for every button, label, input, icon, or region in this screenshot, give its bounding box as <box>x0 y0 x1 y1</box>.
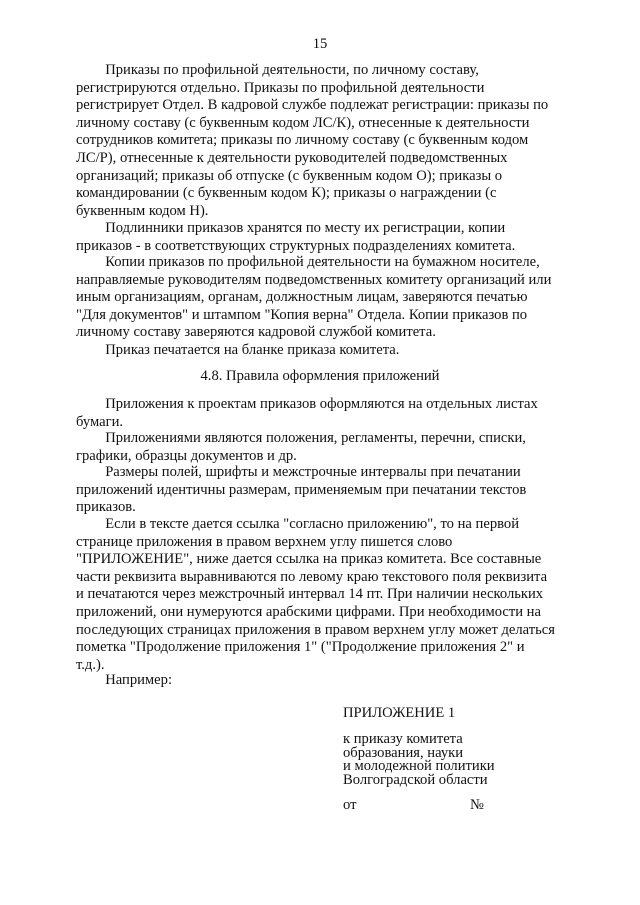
paragraph-appendix-reference: Если в тексте дается ссылка "согласно приложению", то на первой странице приложения в правом верхнем углу пишется слово "ПРИЛОЖЕНИЕ", ниже дается ссылка на приказ комитета. Все составные части реквизита выравниваются по левому краю текстового поля реквизита и печатаются через межстрочный интервал 14 пт. При наличии нескольких приложений, они нумеруются арабскими цифрами. При необходимости на последующих страницах приложения в правом верхнем углу может делаться пометка "Продолжение приложения 1" ("Продолжение приложения 2" и т.д.). <box>76 516 555 673</box>
example-appendix-reference: к приказу комитета образования, науки и молодежной политики Волгоградской области <box>343 731 495 788</box>
paragraph-originals: Подлинники приказов хранятся по месту их регистрации, копии приказов - в соответствующих структурных подразделениях комитета. <box>76 220 516 254</box>
paragraph-appendix-formatting: Размеры полей, шрифты и межстрочные интервалы при печатании приложений идентичны размерам, применяемым при печатании текстов приказов. <box>76 464 527 516</box>
paragraph-example-intro: Например: <box>76 672 172 688</box>
example-appendix-title: ПРИЛОЖЕНИЕ 1 <box>343 705 456 721</box>
paragraph-copies: Копии приказов по профильной деятельности на бумажном носителе, направляемые руководителям подведомственных комитету организаций или иным организациям, органам, должностным лицам, заверяются печатью "Для документов" и штампом "Копия верна" Отдела. Копии приказов по личному составу заверяются кадровой службой комитета. <box>76 254 552 341</box>
example-number-label: № <box>470 797 484 813</box>
paragraph-appendix-types: Приложениями являются положения, регламенты, перечни, списки, графики, образцы документов и др. <box>76 430 526 464</box>
paragraph-appendix-sheets: Приложения к проектам приказов оформляются на отдельных листах бумаги. <box>76 396 538 430</box>
paragraph-letterhead: Приказ печатается на бланке приказа комитета. <box>76 342 400 358</box>
paragraph-registration: Приказы по профильной деятельности, по личному составу, регистрируются отдельно. Приказы по профильной деятельности регистрирует Отдел. В кадровой службе подлежат регистрации: приказы по личному составу (с буквенным кодом ЛС/К), отнесенные к деятельности сотрудников комитета; приказы по личному составу (с буквенным кодом ЛС/Р), отнесенные к деятельности руководителей подведомственных организаций; приказы об отпуске (с буквенным кодом О); приказы о командировании (с буквенным кодом К); приказы о награждении (с буквенным кодом Н). <box>76 62 549 219</box>
page-number: 15 <box>312 36 328 52</box>
section-heading: 4.8. Правила оформления приложений <box>200 368 440 384</box>
example-date-label: от <box>343 797 357 813</box>
